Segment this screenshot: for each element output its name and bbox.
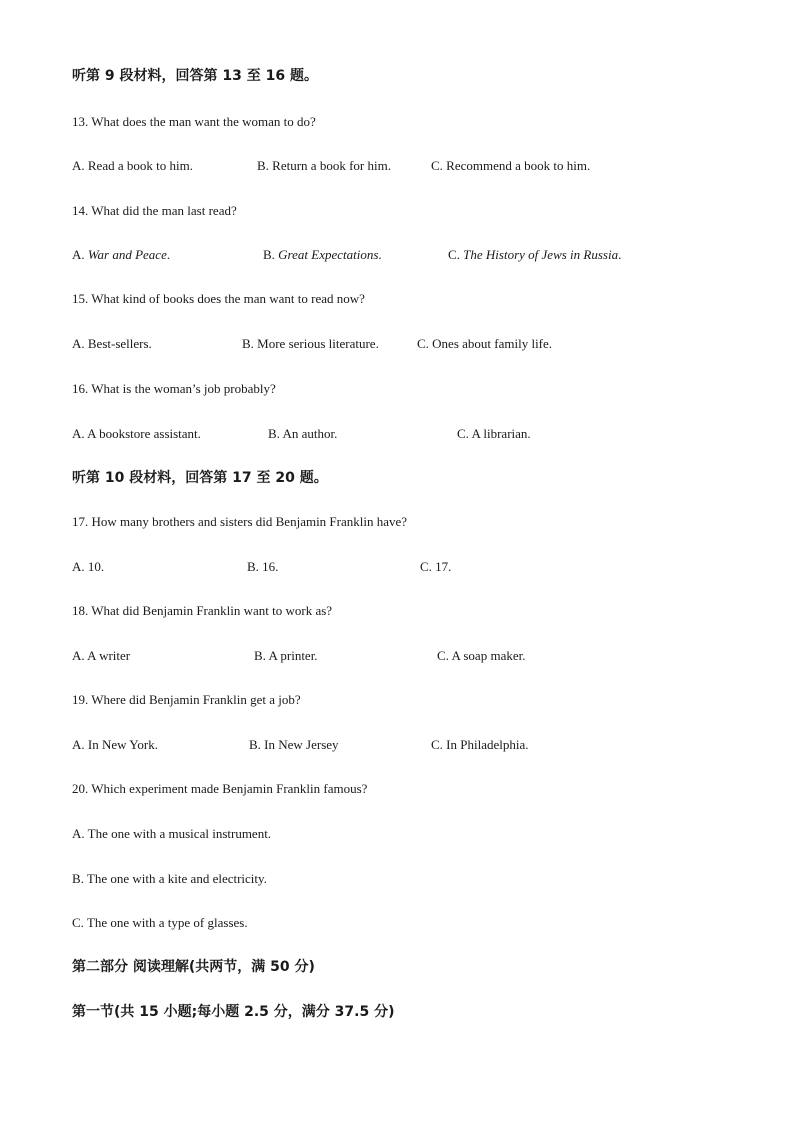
q20-option-c: C. The one with a type of glasses. xyxy=(72,915,248,930)
question-20: 20. Which experiment made Benjamin Franklin famous? xyxy=(72,781,368,796)
q17-option-b: B. 16. xyxy=(247,559,279,574)
q17-option-a: A. 10. xyxy=(72,559,105,574)
section-9-heading: 听第 9 段材料，回答第 13 至 16 题。 xyxy=(72,68,318,84)
question-18: 18. What did Benjamin Franklin want to work as? xyxy=(72,603,333,618)
q15-option-c: C. Ones about family life. xyxy=(417,336,553,351)
q19-option-a: A. In New York. xyxy=(72,737,158,752)
q14-option-a xyxy=(72,247,170,263)
question-16: 16. What is the woman’s job probably? xyxy=(72,381,276,396)
q18-option-c: C. A soap maker. xyxy=(437,648,526,663)
q13-option-a: A. Read a book to him. xyxy=(72,158,193,173)
q20-option-b: B. The one with a kite and electricity. xyxy=(72,871,267,886)
q14-option-b xyxy=(263,247,382,263)
q16-option-c: C. A librarian. xyxy=(457,426,531,441)
section-10-heading: 听第 10 段材料，回答第 17 至 20 题。 xyxy=(72,470,328,486)
option-letter: C. xyxy=(448,247,464,262)
q18-option-b: B. A printer. xyxy=(254,648,318,663)
question-13: 13. What does the man want the woman to do? xyxy=(72,114,316,129)
question-17: 17. How many brothers and sisters did Benjamin Franklin have? xyxy=(72,514,408,529)
option-period: . xyxy=(166,247,171,262)
q17-option-c: C. 17. xyxy=(420,559,452,574)
question-14: 14. What did the man last read? xyxy=(72,203,237,218)
book-title: War and Peace xyxy=(87,247,167,262)
q19-option-b: B. In New Jersey xyxy=(249,737,339,752)
q18-option-a: A. A writer xyxy=(72,648,131,663)
q20-option-a: A. The one with a musical instrument. xyxy=(72,826,272,841)
option-period: . xyxy=(378,247,382,262)
option-letter: A. xyxy=(72,247,88,262)
q13-option-b: B. Return a book for him. xyxy=(257,158,391,173)
q13-option-c: C. Recommend a book to him. xyxy=(431,158,591,173)
question-19: 19. Where did Benjamin Franklin get a job? xyxy=(72,692,301,707)
q15-option-a: A. Best-sellers. xyxy=(72,336,152,351)
q19-option-c: C. In Philadelphia. xyxy=(431,737,529,752)
question-15: 15. What kind of books does the man want to read now? xyxy=(72,291,365,306)
q16-option-b: B. An author. xyxy=(268,426,338,441)
part-2-heading: 第二部分 阅读理解(共两节，满 50 分) xyxy=(72,959,315,975)
q15-option-b: B. More serious literature. xyxy=(242,336,379,351)
option-period: . xyxy=(618,247,622,262)
q14-option-c xyxy=(448,247,621,263)
section-1-heading: 第一节(共 15 小题;每小题 2.5 分，满分 37.5 分) xyxy=(72,1004,395,1020)
option-letter: B. xyxy=(263,247,279,262)
book-title: The History of Jews in Russia xyxy=(463,247,619,262)
book-title: Great Expectations xyxy=(278,247,379,262)
q16-option-a: A. A bookstore assistant. xyxy=(72,426,201,441)
